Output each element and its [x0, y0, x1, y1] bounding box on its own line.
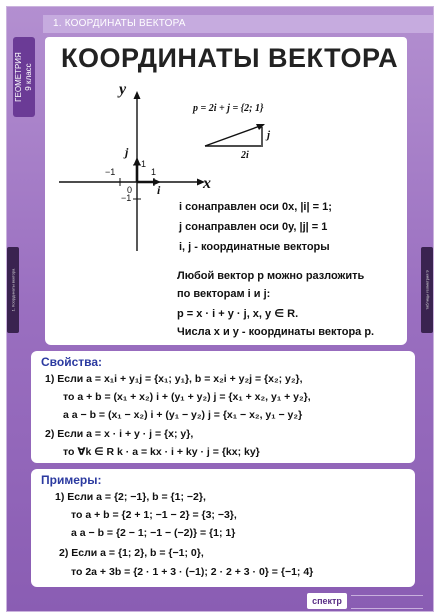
tick-neg1-x: −1 [105, 167, 116, 177]
left-side-tab: 1. Координаты вектора [7, 247, 19, 333]
y-axis-arrow [134, 91, 141, 99]
publisher-info [351, 595, 423, 609]
triangle-j-label: j [267, 129, 271, 141]
examples-heading: Примеры: [41, 473, 102, 487]
example-2b: то 2a + 3b = {2 · 1 + 3 · (−1); 2 · 2 + 3 · 0} = {−1; 4} [71, 566, 314, 578]
page-title: КООРДИНАТЫ ВЕКТОРА [61, 43, 399, 73]
grade: 9 класс [24, 63, 33, 91]
property-1a: 1) Если a = x₁i + y₁j = {x₁; y₁}, b = x₂i + y₂j = {x₂; y₂}, [45, 373, 303, 385]
example-1a: 1) Если a = {2; −1}, b = {1; −2}, [55, 491, 206, 503]
poster [6, 6, 434, 612]
definition-line-2: j сонаправлен оси 0y, |j| = 1 [179, 221, 328, 233]
footer [307, 593, 427, 609]
section-header: 1. КООРДИНАТЫ ВЕКТОРА [43, 15, 433, 33]
coordinate-graph [45, 83, 407, 345]
examples-panel [31, 469, 415, 587]
vector-p [205, 126, 260, 146]
vector-i-label: i [157, 183, 161, 197]
tick-1-y: 1 [141, 159, 147, 169]
vector-j-label: j [125, 145, 129, 159]
subject: ГЕОМЕТРИЯ [14, 52, 23, 102]
definition-line-4: Любой вектор p можно разложить [177, 270, 365, 282]
property-2a: 2) Если a = x · i + y · j = {x; y}, [45, 428, 194, 440]
subject-label [13, 37, 35, 117]
definition-line-6: p = x · i + y · j, x, y ∈ R. [177, 308, 299, 320]
properties-panel [31, 351, 415, 463]
title-box [45, 37, 407, 83]
tick-neg1-y: −1 [121, 193, 132, 203]
definition-line-7: Числа x и y - координаты вектора p. [177, 326, 375, 338]
property-1c: a a − b = (x₁ − x₂) i + (y₁ − y₂) j = {x₁ − x₂, y₁ − y₂} [63, 409, 303, 421]
definition-line-1: i сонаправлен оси 0x, |i| = 1; [179, 201, 332, 213]
x-axis-label: x [203, 175, 211, 192]
example-1c: а a − b = {2 − 1; −1 − (−2)} = {1; 1} [71, 527, 236, 539]
example-1b: то a + b = {2 + 1; −1 − 2} = {3; −3}, [71, 509, 237, 521]
publisher-logo: спектр [307, 593, 347, 609]
y-axis-label: y [119, 81, 127, 98]
definition-line-3: i, j - координатные векторы [179, 241, 330, 253]
definition-panel [45, 83, 407, 345]
right-side-tab: таблицы геометрия 9 [421, 247, 433, 333]
properties-heading: Свойства: [41, 355, 103, 369]
property-1b: то a + b = (x₁ + x₂) i + (y₁ + y₂) j = {x₁ + x₂, y₁ + y₂}, [63, 391, 311, 403]
definition-line-5: по векторам i и j: [177, 288, 271, 300]
triangle-2i-label: 2i [241, 150, 249, 161]
tick-0: 0 [127, 185, 133, 195]
tick-1-x: 1 [151, 167, 157, 177]
example-2a: 2) Если a = {1; 2}, b = {−1; 0}, [59, 547, 204, 559]
example-formula: p = 2i + j = {2; 1} [193, 103, 264, 114]
property-2b: то ∀k ∈ R k · a = kx · i + ky · j = {kx; ky} [63, 446, 260, 458]
